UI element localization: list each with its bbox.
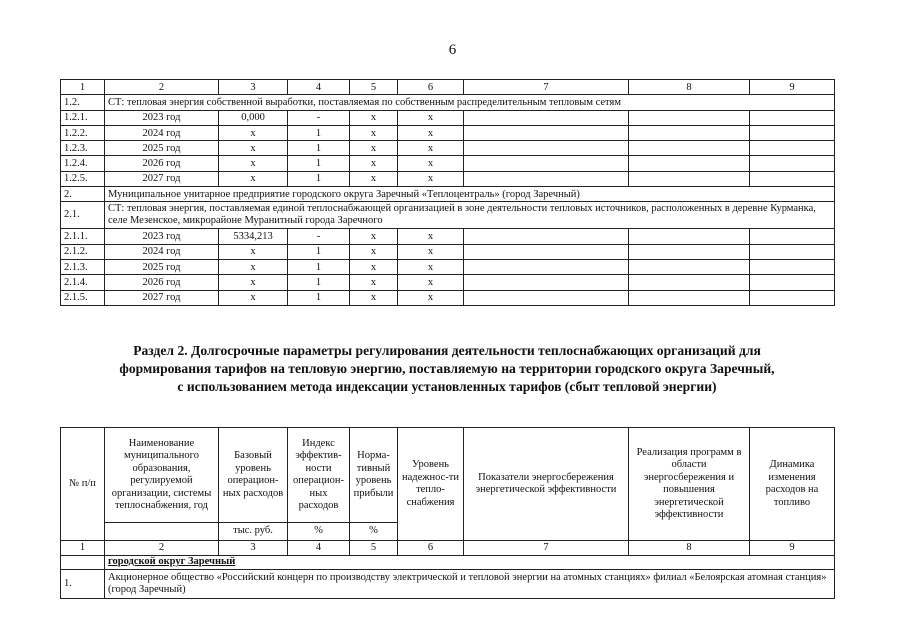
row-year: 2026 год [105,156,219,171]
row-base-value: х [219,259,288,274]
column-number: 6 [398,541,464,556]
group-title: СТ: тепловая энергия, поставляемая единой теплоснабжающей организацией в зоне деятельности тепловых источников, расположенных в деревне Курманка, селе Мезенское, микрорайоне Муранитный города Заречного [105,202,835,229]
row-empty-7 [464,125,629,140]
column-number: 4 [288,80,350,95]
row-number: 2.1.2. [61,244,105,259]
row-number: 2.1.1. [61,229,105,244]
row-year: 2027 год [105,171,219,186]
row-norm-value: х [350,259,398,274]
column-number: 8 [629,80,750,95]
header-energy-indicators: Показатели энергосбережения энергетической эффективности [464,428,629,541]
row-base-value: 5334,213 [219,229,288,244]
row-number: 1.2.3. [61,141,105,156]
section-title-line: Раздел 2. Долгосрочные параметры регулирования деятельности теплоснабжающих организаций для [133,343,761,358]
row-number: 2.1.3. [61,259,105,274]
group-row [61,95,835,110]
row-index-value: 1 [288,141,350,156]
row-index-value: 1 [288,171,350,186]
header-energy-programs: Реализация программ в области энергосбережения и повышения энергетической эффективности [629,428,750,541]
row-empty-8 [629,156,750,171]
table-row [61,229,835,244]
row-year: 2024 год [105,244,219,259]
group-number: 2. [61,187,105,202]
header-base-opex: Базовый уровень операцион-ных расходов [219,428,288,523]
group-number: 1.2. [61,95,105,110]
row-empty-9 [750,244,835,259]
row-empty-9 [750,110,835,125]
row-index-value: 1 [288,259,350,274]
unit-index: % [288,523,350,541]
row-empty-7 [464,141,629,156]
row-empty-7 [464,275,629,290]
row-empty-8 [629,141,750,156]
row-reliability-value: х [398,275,464,290]
row-empty-7 [464,171,629,186]
row-empty-9 [750,275,835,290]
row-norm-value: х [350,125,398,140]
org-row [61,570,835,599]
row-empty-7 [464,290,629,305]
row-empty-8 [629,171,750,186]
long-term-parameters-table [60,427,835,599]
row-reliability-value: х [398,141,464,156]
unit-norm: % [350,523,398,541]
row-base-value: х [219,141,288,156]
row-index-value: 1 [288,125,350,140]
table-row [61,171,835,186]
row-index-value: - [288,229,350,244]
table-row [61,156,835,171]
section-title-line: формирования тарифов на тепловую энергию, поставляемую на территории городского округа Заречный, [119,361,775,376]
region-label: городской округ Заречный [108,556,236,568]
column-number: 6 [398,80,464,95]
tariff-parameters-table-continued [60,79,835,306]
row-empty-8 [629,110,750,125]
row-reliability-value: х [398,156,464,171]
row-year: 2026 год [105,275,219,290]
table-row [61,244,835,259]
org-num: 1. [61,570,105,599]
row-reliability-value: х [398,259,464,274]
row-number: 1.2.4. [61,156,105,171]
section-2-title [60,342,834,396]
region-row [61,556,835,570]
row-empty-7 [464,259,629,274]
row-empty-9 [750,290,835,305]
column-number: 1 [61,541,105,556]
row-number: 2.1.5. [61,290,105,305]
row-empty-7 [464,244,629,259]
row-empty-9 [750,229,835,244]
row-number: 1.2.1. [61,110,105,125]
table-row [61,259,835,274]
column-number: 7 [464,80,629,95]
row-norm-value: х [350,156,398,171]
row-base-value: х [219,275,288,290]
row-norm-value: х [350,290,398,305]
header-reliability: Уровень надежнос-ти тепло-снабжения [398,428,464,541]
row-empty-9 [750,259,835,274]
row-year: 2023 год [105,229,219,244]
row-empty-8 [629,244,750,259]
row-base-value: х [219,290,288,305]
units-empty [105,523,219,541]
column-number-row [61,541,835,556]
row-reliability-value: х [398,171,464,186]
row-index-value: - [288,110,350,125]
row-empty-8 [629,275,750,290]
column-number: 5 [350,541,398,556]
row-norm-value: х [350,141,398,156]
row-base-value: х [219,125,288,140]
row-norm-value: х [350,244,398,259]
row-empty-7 [464,156,629,171]
column-number: 2 [105,80,219,95]
header-fuel-dynamics: Динамика изменения расходов на топливо [750,428,835,541]
row-empty-9 [750,156,835,171]
row-norm-value: х [350,229,398,244]
group-number: 2.1. [61,202,105,229]
row-index-value: 1 [288,156,350,171]
column-number: 3 [219,541,288,556]
table-row [61,275,835,290]
row-empty-9 [750,125,835,140]
row-year: 2025 год [105,259,219,274]
row-year: 2024 год [105,125,219,140]
row-base-value: х [219,244,288,259]
row-number: 1.2.2. [61,125,105,140]
row-empty-8 [629,229,750,244]
row-norm-value: х [350,275,398,290]
row-base-value: 0,000 [219,110,288,125]
row-index-value: 1 [288,290,350,305]
row-base-value: х [219,171,288,186]
row-empty-9 [750,171,835,186]
row-index-value: 1 [288,275,350,290]
column-number: 1 [61,80,105,95]
row-empty-7 [464,110,629,125]
column-number: 8 [629,541,750,556]
column-number: 4 [288,541,350,556]
row-reliability-value: х [398,229,464,244]
row-norm-value: х [350,110,398,125]
table-row [61,141,835,156]
column-number: 9 [750,541,835,556]
header-normative-profit: Норма-тивный уровень прибыли [350,428,398,523]
org-name: Акционерное общество «Российский концерн по производству электрической и тепловой энергии на атомных станциях» филиал «Белоярская атомная станция» (город Заречный) [105,570,835,599]
row-reliability-value: х [398,244,464,259]
row-reliability-value: х [398,110,464,125]
row-index-value: 1 [288,244,350,259]
group-title: СТ: тепловая энергия собственной выработки, поставляемая по собственным распределительным тепловым сетям [105,95,835,110]
row-empty-8 [629,125,750,140]
row-year: 2027 год [105,290,219,305]
column-number: 9 [750,80,835,95]
row-empty-7 [464,229,629,244]
column-number-row [61,80,835,95]
table-row [61,110,835,125]
unit-base: тыс. руб. [219,523,288,541]
header-row [61,428,835,523]
row-empty-9 [750,141,835,156]
header-efficiency-index: Индекс эффектив-ности операцион-ных расходов [288,428,350,523]
column-number: 7 [464,541,629,556]
region-num-cell [61,556,105,570]
column-number: 3 [219,80,288,95]
group-title: Муниципальное унитарное предприятие городского округа Заречный «Теплоцентраль» (город Заречный) [105,187,835,202]
row-reliability-value: х [398,125,464,140]
group-row [61,187,835,202]
page-number: 6 [448,42,457,58]
header-num: № п/п [61,428,105,541]
column-number: 2 [105,541,219,556]
row-norm-value: х [350,171,398,186]
row-empty-8 [629,290,750,305]
group-row [61,202,835,229]
row-reliability-value: х [398,290,464,305]
section-title-line: с использованием метода индексации установленных тарифов (сбыт тепловой энергии) [177,379,717,394]
row-number: 2.1.4. [61,275,105,290]
row-base-value: х [219,156,288,171]
table-row [61,290,835,305]
row-empty-8 [629,259,750,274]
region-cell [105,556,835,570]
row-year: 2023 год [105,110,219,125]
row-number: 1.2.5. [61,171,105,186]
column-number: 5 [350,80,398,95]
row-year: 2025 год [105,141,219,156]
header-name: Наименование муниципального образования, регулируемой организации, системы теплоснабжения, год [105,428,219,523]
table-row [61,125,835,140]
